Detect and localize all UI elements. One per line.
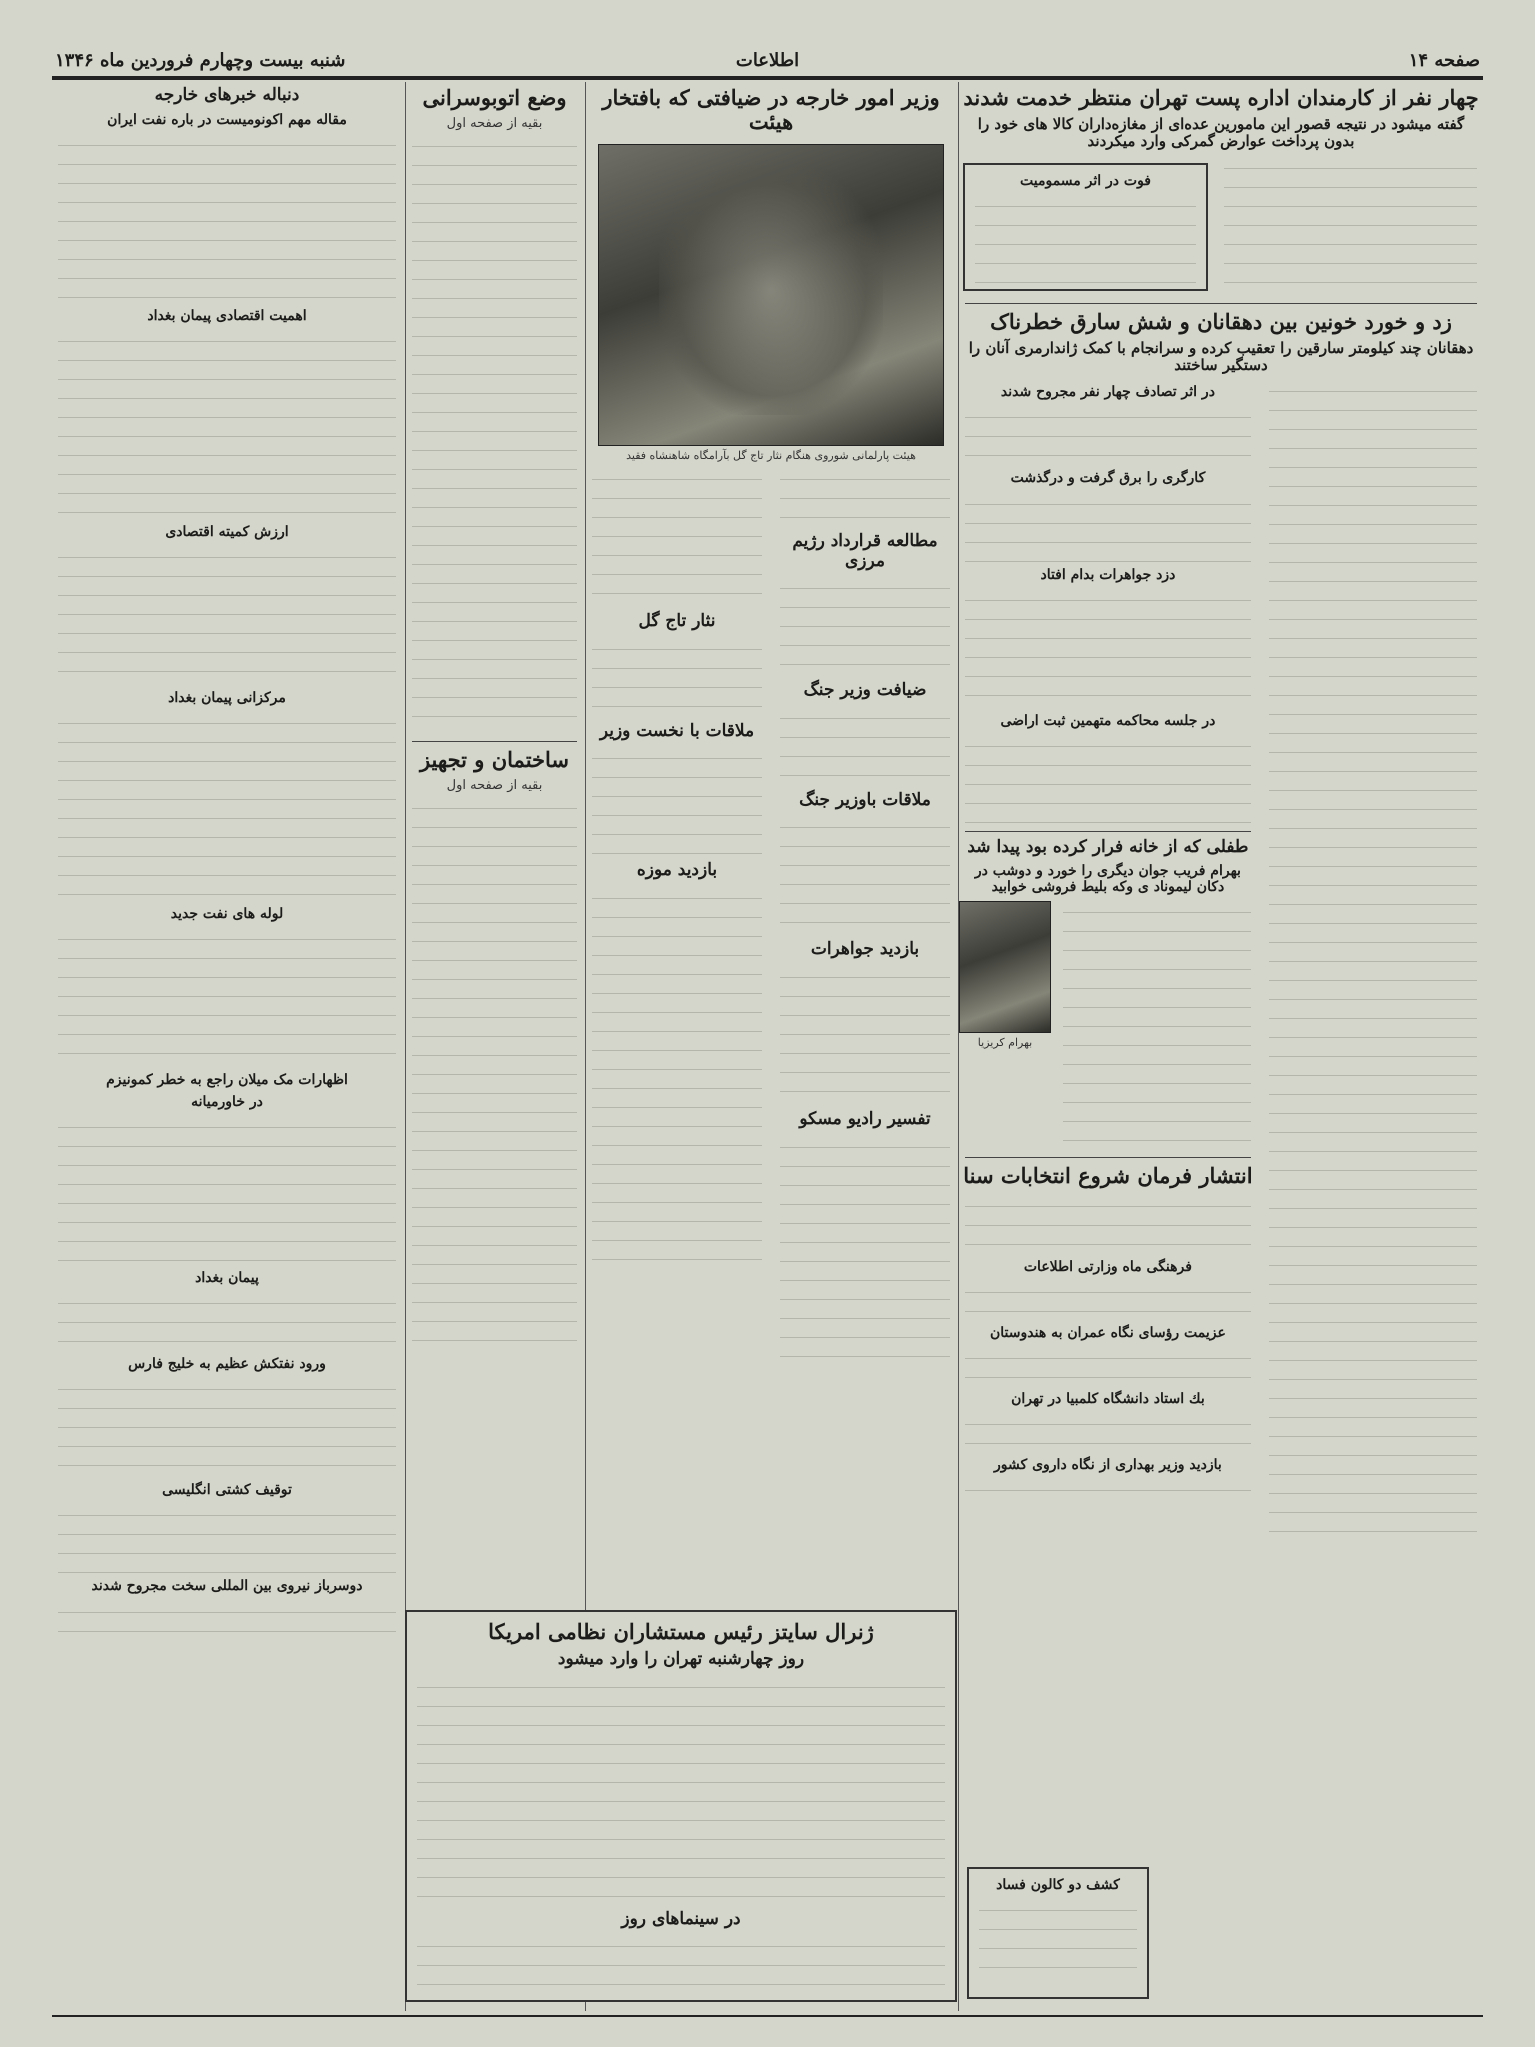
bottom-rule: [52, 2015, 1483, 2017]
subhead-defense-meeting: ملاقات باوزیر جنگ: [799, 789, 931, 810]
subhead-general: روز چهارشنبه تهران را وارد میشود: [557, 1649, 805, 1670]
subhead-ministry-info: فرهنگی ماه وزارتی اطلاعات: [1023, 1258, 1192, 1275]
subhead-museum: بازدید موزه: [636, 860, 718, 881]
box-morality: [967, 1867, 1149, 1999]
subhead-clash: دهقانان چند کیلومتر سارقین را تعقیب کرده و سرانجام با کمک ژاندارمری آنان را دستگیر ساختند: [968, 338, 1474, 375]
subhead-land-trial: در جلسه محاکمه متهمین ثبت اراضی: [1000, 712, 1216, 729]
subhead-economist: مقاله مهم اکونومیست در باره نفت ایران: [107, 111, 347, 128]
subhead-british-ship: توقیف کشتی انگلیسی: [162, 1482, 292, 1499]
headline-foreign-minister: وزیر امور خارجه در ضیافتی که بافتخار هیئت: [602, 85, 940, 135]
notice-title: فوت در اثر مسمومیت: [1019, 172, 1152, 189]
subhead-post-office: گفته میشود در نتیجه قصور این مامورین عده‌ای از مغازه‌داران کالا های خود را بدون پرداخت عوارض گمرکی وارد میکردند: [977, 115, 1465, 151]
subhead-india-trip: عزیمت رؤسای نگاه عمران به هندوستان: [989, 1324, 1226, 1341]
issue-date: شنبه بیست وچهارم فروردین ماه ۱۳۴۶: [55, 50, 346, 71]
subhead-soldiers-injured: دوسرباز نیروی بین المللی سخت مجروح شدند: [91, 1578, 363, 1595]
banner-general: [405, 1610, 957, 2002]
subhead-electrocution: کارگری را برق گرفت و درگذشت: [1010, 470, 1206, 487]
subhead-tanker: ورود نفتکش عظیم به خلیج فارس: [128, 1356, 326, 1373]
subhead-jewel-thief: دزد جواهرات بدام افتاد: [1040, 566, 1176, 583]
subhead-baghdad-pact: پیمان بغداد: [195, 1270, 259, 1287]
notice-box: [963, 163, 1208, 291]
subhead-accident: در اثر تصادف چهار نفر مجروح شدند: [1000, 384, 1215, 401]
headline-clash: زد و خورد خونین بین دهقانان و شش سارق خطرناک: [990, 308, 1452, 334]
delegation-photo-caption: هیئت پارلمانی شوروی هنگام نثار تاج گل بآرامگاه شاهنشاه فقید: [626, 449, 916, 463]
article-post-office: [1218, 157, 1483, 287]
subhead-cinemas: در سینماهای روز: [621, 1908, 741, 1929]
subhead-defense-banquet: ضیافت وزیر جنگ: [803, 680, 927, 701]
delegation-photo: [598, 144, 944, 446]
subhead-health-minister: بازدید وزیر بهداری از نگاه داروی کشور: [994, 1456, 1222, 1473]
column-4: [52, 82, 402, 2011]
headline-general: ژنرال سایتز رئیس مستشاران نظامی امریکا: [488, 1619, 874, 1644]
subhead-new-pipelines: لوله های نفت جدید: [170, 905, 284, 922]
top-rule: [52, 76, 1483, 80]
subhead-runaway-child: بهرام فریب جوان دیگری را خورد و دوشب در دکان لیموناد ی وکه بلیط فروشی خوابید: [974, 863, 1241, 896]
masthead: [55, 48, 1480, 78]
subhead-baghdad-centers: مرکزانی پیمان بغداد: [168, 689, 286, 706]
headline-foreign-news: دنباله خبرهای خارجه: [154, 85, 300, 105]
subhead-crown-jewels: بازدید جواهرات: [810, 939, 920, 960]
subhead-radio-moscow: تفسیر رادیو مسکو: [799, 1109, 931, 1130]
subhead-middle-east: در خاورمیانه: [191, 1094, 263, 1111]
subhead-columbia-professor: بك استاد دانشگاه کلمبیا در تهران: [1011, 1390, 1205, 1407]
headline-runaway-child: طفلی که از خانه فرار کرده بود پیدا شد: [967, 836, 1249, 857]
subhead-baghdad-economic: اهمیت اقتصادی پیمان بغداد: [147, 307, 307, 324]
page-number: صفحه ۱۴: [1408, 50, 1480, 71]
subhead-economic-committee: ارزش کمیته اقتصادی: [165, 523, 289, 540]
child-photo-caption: بهرام کریزیا: [977, 1036, 1033, 1050]
child-photo: [959, 901, 1051, 1033]
sub-bus-service: بقیه از صفحه اول: [446, 116, 543, 132]
subhead-wreath: نثار تاج گل: [638, 611, 716, 632]
column-1: [958, 82, 1483, 2011]
box-morality-title: کشف دو کالون فساد: [996, 1877, 1120, 1893]
headline-bus-service: وضع اتوبوسرانی: [422, 85, 567, 110]
headline-construction: ساختمان و تجهیز: [419, 747, 570, 773]
subhead-border-treaty: مطالعه قرارداد رژیم مرزی: [792, 531, 938, 571]
subhead-macmillan: اظهارات مک میلان راجع به خطر کمونیزم: [106, 1072, 348, 1089]
headline-post-office: چهار نفر از کارمندان اداره پست تهران منتظر خدمت شدند: [963, 85, 1479, 110]
subhead-prime-minister: ملاقات با نخست وزیر: [599, 720, 755, 741]
article-clash: [1263, 380, 1483, 1540]
headline-senate-election: انتشار فرمان شروع انتخابات سنا: [963, 1163, 1253, 1189]
paper-name: اطلاعات: [735, 50, 800, 71]
sub-construction: بقیه از صفحه اول: [446, 778, 543, 794]
